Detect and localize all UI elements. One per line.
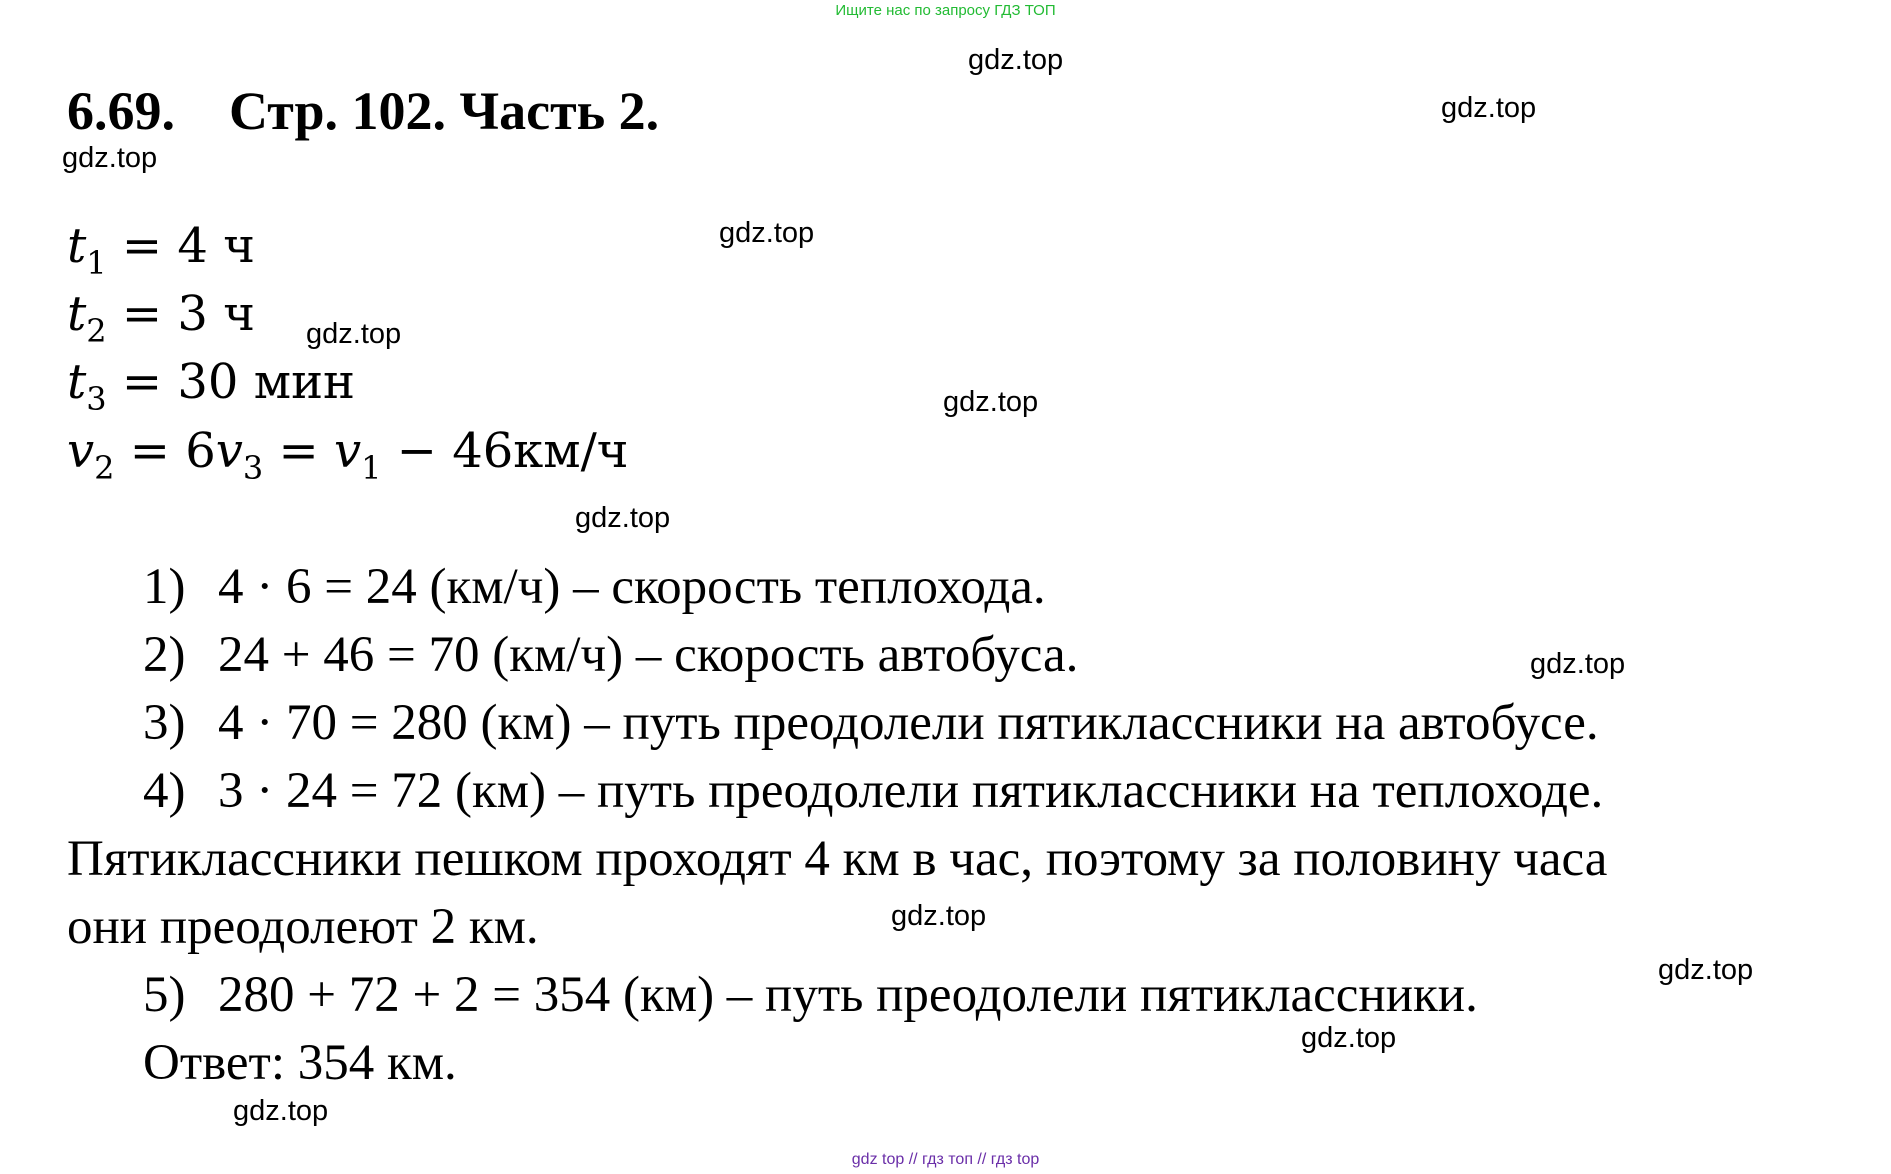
solution-step-4: 4) 3 · 24 = 72 (км) – путь преодолели пятиклассники на теплоходе. [143,763,1604,819]
watermark: gdz.top [1658,954,1754,986]
given-t2: $t_2 = 3$ ч [67,286,255,350]
watermark: gdz.top [233,1095,329,1127]
watermark: gdz.top [306,318,402,350]
page-title [67,80,659,142]
explanation-line-2: они преодолеют 2 км. [67,899,539,955]
top-banner-link[interactable]: Ищите нас по запросу ГДЗ ТОП [835,2,1056,19]
solution-step-1: 1) 4 · 6 = 24 (км/ч) – скорость теплохода. [143,559,1046,615]
given-t3: $t_3 = 30$ мин [67,354,356,418]
solution-step-3: 3) 4 · 70 = 280 (км) – путь преодолели пятиклассники на автобусе. [143,695,1599,751]
exercise-title: Стр. 102. Часть 2. [229,81,660,141]
exercise-number: 6.69. [67,81,175,141]
watermark: gdz.top [1441,92,1537,124]
watermark: gdz.top [719,217,815,249]
watermark: gdz.top [943,386,1039,418]
watermark: gdz.top [968,44,1064,76]
watermark: gdz.top [1530,648,1626,680]
watermark: gdz.top [891,900,987,932]
watermark: gdz.top [575,502,671,534]
given-t1: $t_1 = 4$ ч [67,218,255,282]
footer-links[interactable]: gdz top // гдз топ // гдз top [851,1151,1040,1168]
watermark: gdz.top [62,142,158,174]
explanation-line-1: Пятиклассники пешком проходят 4 км в час, поэтому за половину часа [67,831,1608,887]
watermark: gdz.top [1301,1022,1397,1054]
solution-step-2: 2) 24 + 46 = 70 (км/ч) – скорость автобуса. [143,627,1079,683]
answer: Ответ: 354 км. [143,1035,457,1091]
given-velocity-relation: $v_2 = 6v_3 = v_1 - 46км/ч$ [67,423,629,487]
solution-step-5: 5) 280 + 72 + 2 = 354 (км) – путь преодолели пятиклассники. [143,967,1478,1023]
